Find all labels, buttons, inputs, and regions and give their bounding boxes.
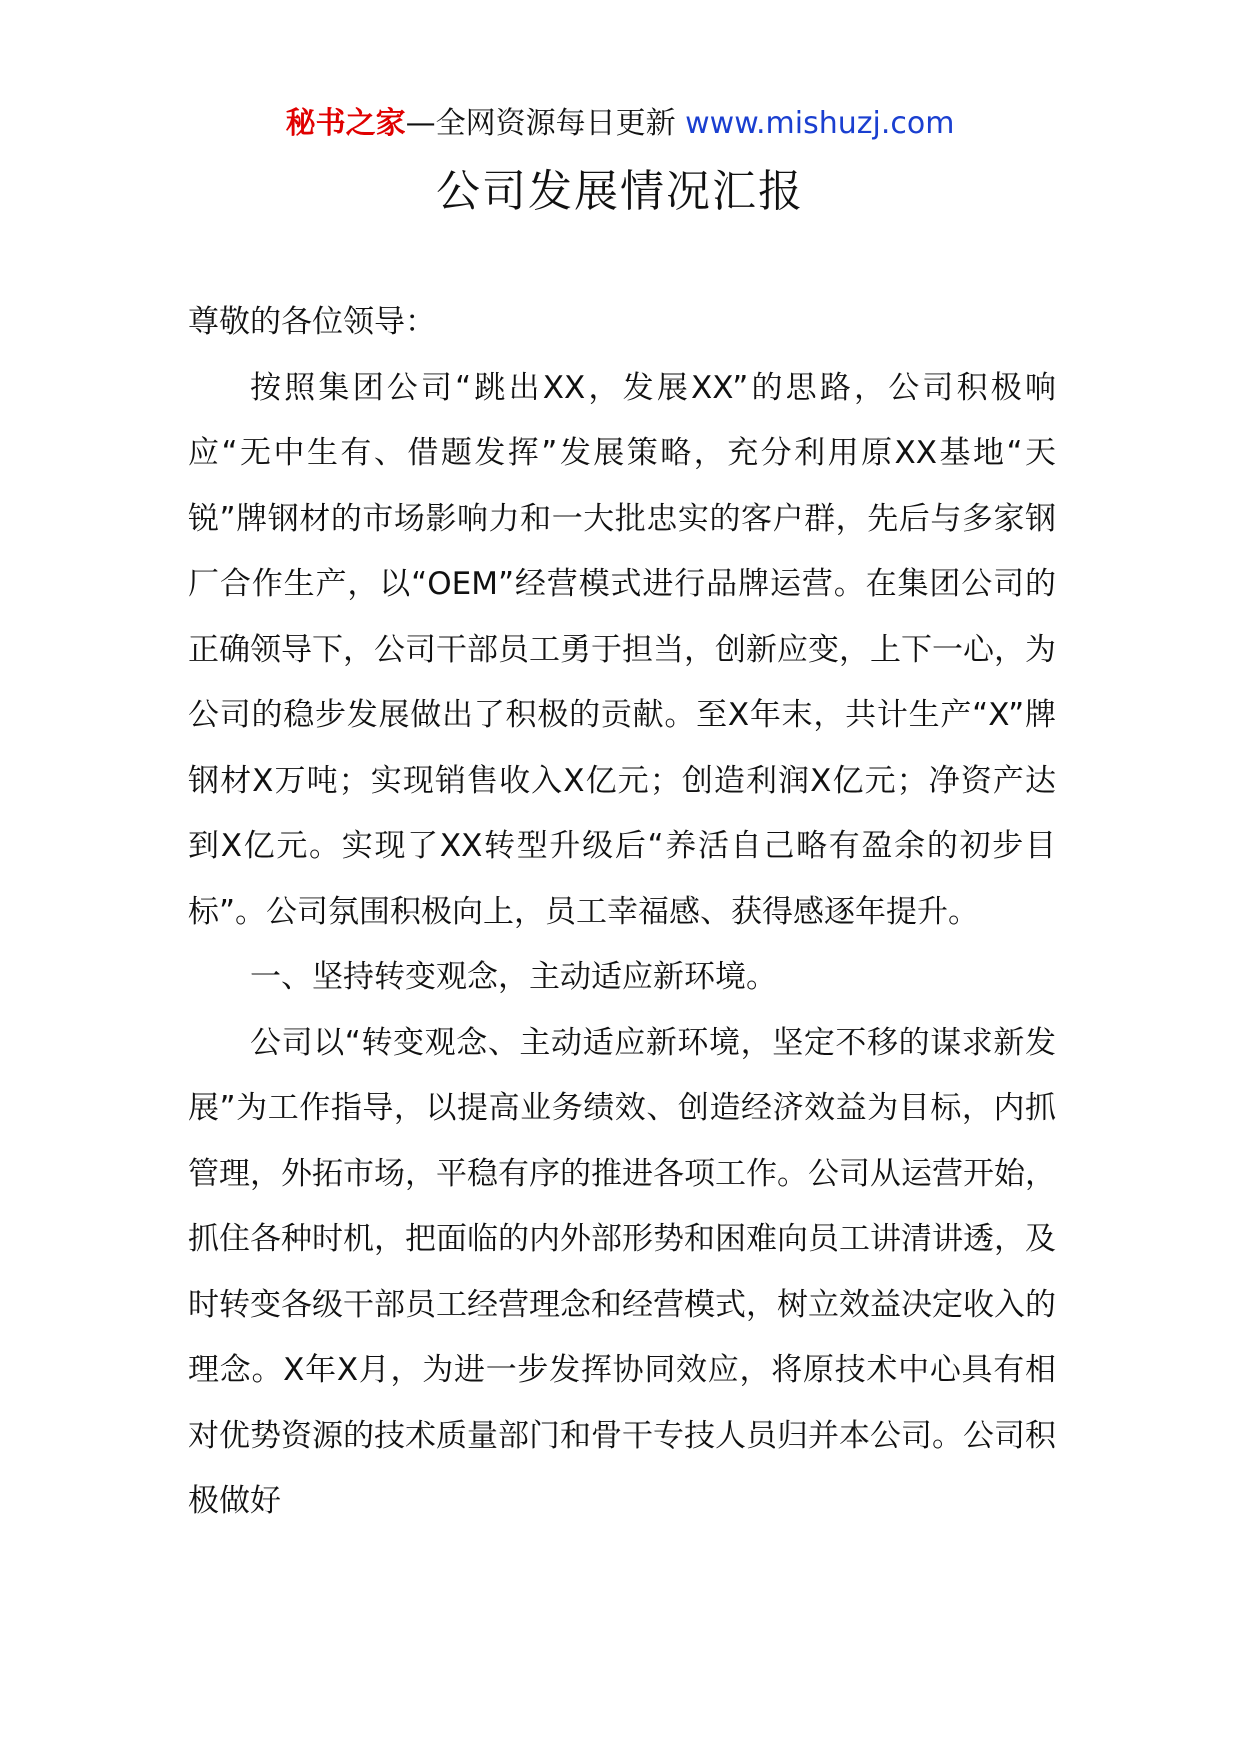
section-heading-1: 一、坚持转变观念，主动适应新环境。 [250,959,777,995]
paragraph-intro: 按照集团公司“跳出XX，发展XX”的思路，公司积极响应“无中生有、借题发挥”发展策略，充分利用原XX基地“天锐”牌钢材的市场影响力和一大批忠实的客户群，先后与多家钢厂合作生产，以“OEM”经营模式进行品牌运营。在集团公司的正确领导下，公司干部员工勇于担当，创新应变，上下一心，为公司的稳步发展做出了积极的贡献。至X年末，共计生产“X”牌钢材X万吨；实现销售收入X亿元；创造利润X亿元；净资产达到X亿元。实现了XX转型升级后“养活自己略有盈余的初步目标”。公司氛围积极向上，员工幸福感、获得感逐年提升。 [188,369,1056,930]
document-title: 公司发展情况汇报 [436,166,804,217]
site-tagline: —全网资源每日更新 [405,106,686,141]
document-body [188,290,1056,1535]
paragraph-section-1: 公司以“转变观念、主动适应新环境，坚定不移的谋求新发展”为工作指导，以提高业务绩效、创造经济效益为目标，内抓管理，外拓市场，平稳有序的推进各项工作。公司从运营开始，抓住各种时机，把面临的内外部形势和困难向员工讲清讲透，及时转变各级干部员工经营理念和经营模式，树立效益决定收入的理念。X年X月，为进一步发挥协同效应，将原技术中心具有相对优势资源的技术质量部门和骨干专技人员归并本公司。公司积极做好 [188,1024,1056,1519]
site-header [0,100,1240,148]
site-brand: 秘书之家 [285,106,406,141]
site-url-link[interactable]: www.mishuzj.com [685,106,955,141]
salutation: 尊敬的各位领导： [188,304,436,340]
